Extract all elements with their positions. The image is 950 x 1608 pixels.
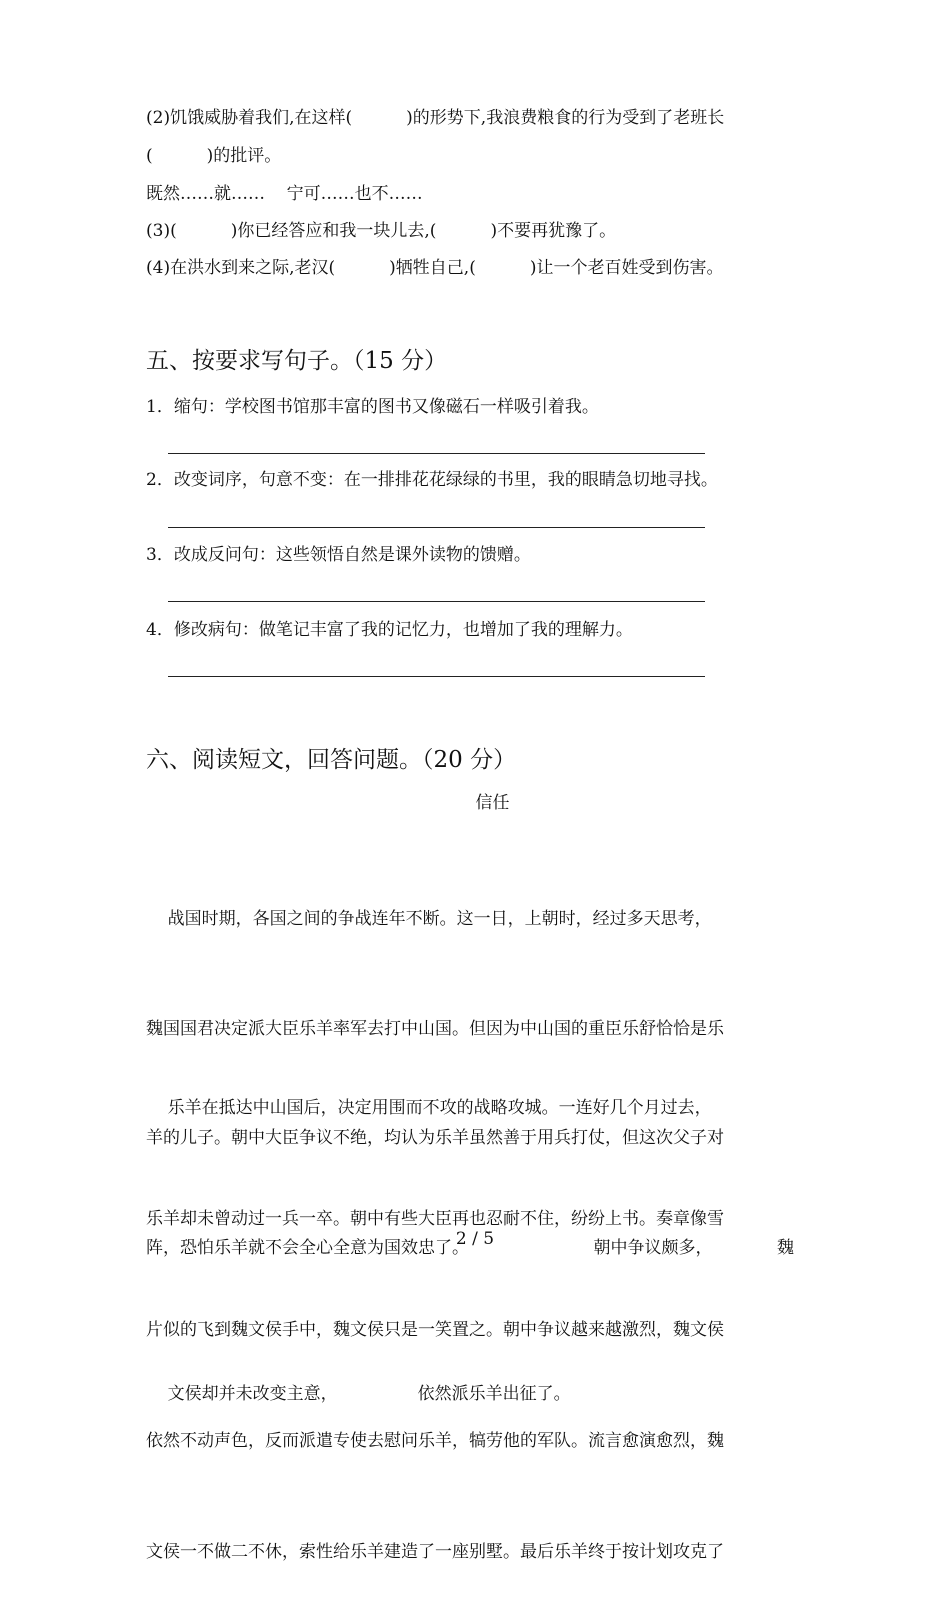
- p2-line: 依然不动声色，反而派遣专使去慰问乐羊，犒劳他的军队。流言愈演愈烈，魏: [146, 1431, 724, 1451]
- s5-item-3: 3．改成反问句：这些领悟自然是课外读物的馈赠。: [146, 545, 531, 565]
- p1-line: 羊的儿子。朝中大臣争议不绝，均认为乐羊虽然善于用兵打仗，但这次父子对: [146, 1128, 724, 1148]
- p1-last-b: 依然派乐羊出征了。: [417, 1383, 571, 1404]
- s5-item-1: 1．缩句：学校图书馆那丰富的图书又像磁石一样吸引着我。: [146, 397, 599, 417]
- q2-line2: ( )的批评。: [146, 146, 282, 166]
- q3: (3)( )你已经答应和我一块儿去,( )不要再犹豫了。: [146, 221, 617, 241]
- q4: (4)在洪水到来之际,老汉( )牺牲自己,( )让一个老百姓受到伤害。: [146, 258, 724, 278]
- answer-line-3[interactable]: [168, 601, 705, 602]
- section5-heading: 五、按要求写句子。（15 分）: [146, 348, 448, 374]
- s5-item-2: 2．改变词序，句意不变：在一排排花花绿绿的书里，我的眼睛急切地寻找。: [146, 470, 718, 490]
- p1-line: 战国时期，各国之间的争战连年不断。这一日，上朝时，经过多天思考，: [146, 909, 712, 929]
- p1-line: 阵，恐怕乐羊就不会全心全意为国效忠了。: [146, 1237, 469, 1258]
- p1-last-a: 文侯却并未改变主意，: [167, 1383, 338, 1404]
- p2-line: 片似的飞到魏文侯手中，魏文侯只是一笑置之。朝中争议越来越激烈，魏文侯: [146, 1320, 724, 1340]
- answer-line-4[interactable]: [168, 676, 705, 677]
- p2-line: 文侯一不做二不休，索性给乐羊建造了一座别墅。最后乐羊终于按计划攻克了: [146, 1542, 724, 1562]
- p1-gap-b: 魏: [777, 1237, 794, 1258]
- answer-line-2[interactable]: [168, 527, 705, 528]
- q2-line1: (2)饥饿威胁着我们,在这样( )的形势下,我浪费粮食的行为受到了老班长: [146, 108, 725, 128]
- page-number: 2 / 5: [455, 1229, 495, 1249]
- p2-line: 乐羊却未曾动过一兵一卒。朝中有些大臣再也忍耐不住，纷纷上书。奏章像雪: [146, 1209, 724, 1229]
- passage-title: 信任: [475, 793, 510, 813]
- p1-line: 魏国国君决定派大臣乐羊率军去打中山国。但因为中山国的重臣乐舒恰恰是乐: [146, 1018, 724, 1039]
- s5-item-4: 4．修改病句：做笔记丰富了我的记忆力，也增加了我的理解力。: [146, 620, 633, 640]
- word-pairs: 既然……就…… 宁可……也不……: [146, 184, 423, 204]
- section6-heading: 六、阅读短文，回答问题。（20 分）: [146, 747, 517, 773]
- p2-line: 乐羊在抵达中山国后，决定用围而不攻的战略攻城。一连好几个月过去，: [146, 1098, 712, 1118]
- passage-paragraph-2: [146, 1016, 794, 1608]
- answer-line-1[interactable]: [168, 453, 705, 454]
- p1-gap-a: 朝中争议颇多，: [593, 1237, 713, 1258]
